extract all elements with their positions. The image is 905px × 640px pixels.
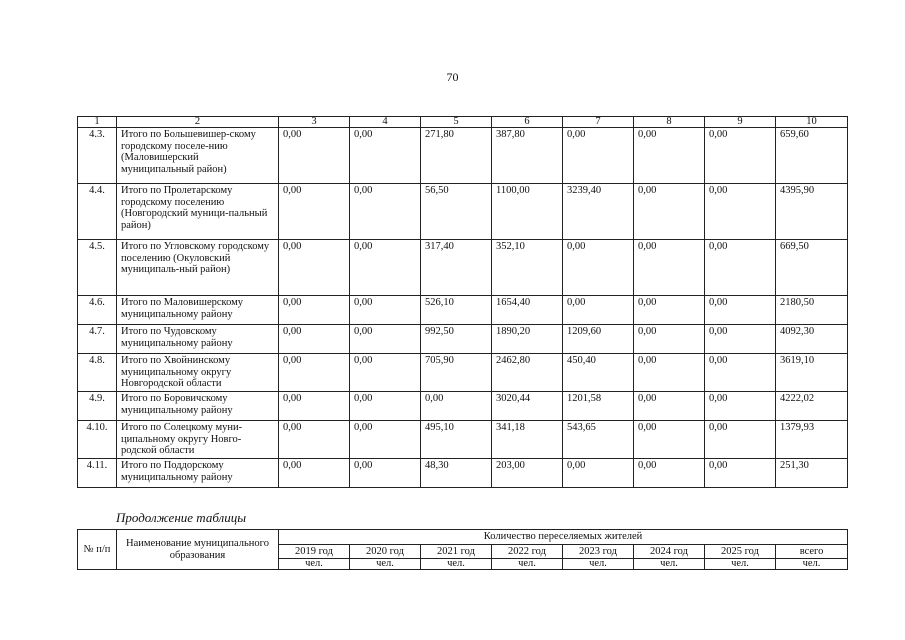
value-cell: 0,00	[279, 184, 350, 240]
value-cell: 3619,10	[776, 354, 848, 392]
value-cell: 251,30	[776, 459, 848, 488]
value-cell: 0,00	[563, 296, 634, 325]
table-row	[78, 392, 848, 421]
value-cell: 0,00	[634, 421, 705, 459]
value-cell: 1209,60	[563, 325, 634, 354]
value-cell: 526,10	[421, 296, 492, 325]
row-number: 4.7.	[78, 325, 117, 354]
value-cell: 0,00	[350, 128, 421, 184]
municipality-name: Итого по Большевишер-скому городскому поселе-нию (Маловишерский муниципальный район)	[117, 128, 279, 184]
column-number: 7	[563, 117, 634, 128]
value-cell: 0,00	[279, 392, 350, 421]
value-cell: 4395,90	[776, 184, 848, 240]
value-cell: 0,00	[350, 459, 421, 488]
value-cell: 2462,80	[492, 354, 563, 392]
value-cell: 0,00	[705, 184, 776, 240]
value-cell: 0,00	[634, 392, 705, 421]
municipality-name: Итого по Пролетарскому городскому поселению (Новгородский муници-пальный район)	[117, 184, 279, 240]
column-number-row	[78, 117, 848, 128]
unit-label: чел.	[421, 559, 492, 570]
row-number: 4.4.	[78, 184, 117, 240]
num-header: № п/п	[78, 530, 117, 570]
value-cell: 0,00	[350, 184, 421, 240]
year-header: 2021 год	[421, 544, 492, 559]
value-cell: 317,40	[421, 240, 492, 296]
value-cell: 3020,44	[492, 392, 563, 421]
value-cell: 669,50	[776, 240, 848, 296]
row-number: 4.11.	[78, 459, 117, 488]
value-cell: 0,00	[563, 459, 634, 488]
municipality-name: Итого по Чудовскому муниципальному району	[117, 325, 279, 354]
value-cell: 0,00	[634, 296, 705, 325]
value-cell: 1201,58	[563, 392, 634, 421]
value-cell: 0,00	[350, 240, 421, 296]
value-cell: 450,40	[563, 354, 634, 392]
year-header: 2020 год	[350, 544, 421, 559]
year-header: 2025 год	[705, 544, 776, 559]
value-cell: 1379,93	[776, 421, 848, 459]
column-number: 2	[117, 117, 279, 128]
value-cell: 0,00	[634, 184, 705, 240]
row-number: 4.10.	[78, 421, 117, 459]
value-cell: 387,80	[492, 128, 563, 184]
value-cell: 48,30	[421, 459, 492, 488]
table-row	[78, 128, 848, 184]
value-cell: 0,00	[279, 459, 350, 488]
value-cell: 0,00	[705, 128, 776, 184]
value-cell: 56,50	[421, 184, 492, 240]
column-number: 4	[350, 117, 421, 128]
municipality-name: Итого по Солецкому муни-ципальному округу Новго-родской области	[117, 421, 279, 459]
table-row	[78, 459, 848, 488]
value-cell: 0,00	[350, 325, 421, 354]
value-cell: 0,00	[705, 421, 776, 459]
column-number: 5	[421, 117, 492, 128]
value-cell: 0,00	[705, 354, 776, 392]
unit-label: чел.	[705, 559, 776, 570]
table-row	[78, 296, 848, 325]
value-cell: 0,00	[634, 325, 705, 354]
resettlement-table	[77, 116, 848, 488]
value-cell: 705,90	[421, 354, 492, 392]
value-cell: 0,00	[350, 421, 421, 459]
value-cell: 0,00	[421, 392, 492, 421]
unit-label: чел.	[350, 559, 421, 570]
table-row	[78, 325, 848, 354]
value-cell: 0,00	[705, 392, 776, 421]
value-cell: 0,00	[634, 128, 705, 184]
value-cell: 0,00	[279, 325, 350, 354]
value-cell: 0,00	[634, 354, 705, 392]
continuation-header-table	[77, 529, 848, 570]
value-cell: 4092,30	[776, 325, 848, 354]
municipality-name: Итого по Поддорскому муниципальному району	[117, 459, 279, 488]
value-cell: 0,00	[634, 240, 705, 296]
value-cell: 1890,20	[492, 325, 563, 354]
value-cell: 0,00	[634, 459, 705, 488]
value-cell: 0,00	[563, 240, 634, 296]
column-number: 6	[492, 117, 563, 128]
value-cell: 4222,02	[776, 392, 848, 421]
value-cell: 0,00	[279, 128, 350, 184]
value-cell: 0,00	[705, 240, 776, 296]
name-header: Наименование муниципального образования	[117, 530, 279, 570]
municipality-name: Итого по Боровичскому муниципальному району	[117, 392, 279, 421]
value-cell: 0,00	[705, 325, 776, 354]
unit-label: чел.	[563, 559, 634, 570]
value-cell: 0,00	[279, 240, 350, 296]
year-header: 2022 год	[492, 544, 563, 559]
table-row	[78, 354, 848, 392]
value-cell: 0,00	[279, 421, 350, 459]
table-row	[78, 240, 848, 296]
row-number: 4.8.	[78, 354, 117, 392]
year-header: 2023 год	[563, 544, 634, 559]
table-row	[78, 421, 848, 459]
value-cell: 0,00	[350, 354, 421, 392]
row-number: 4.9.	[78, 392, 117, 421]
table-row	[78, 184, 848, 240]
value-cell: 495,10	[421, 421, 492, 459]
value-cell: 2180,50	[776, 296, 848, 325]
unit-label: чел.	[279, 559, 350, 570]
value-cell: 0,00	[705, 459, 776, 488]
value-cell: 271,80	[421, 128, 492, 184]
column-number: 3	[279, 117, 350, 128]
year-header: 2019 год	[279, 544, 350, 559]
group-header: Количество переселяемых жителей	[279, 530, 848, 545]
value-cell: 3239,40	[563, 184, 634, 240]
year-header: 2024 год	[634, 544, 705, 559]
value-cell: 0,00	[705, 296, 776, 325]
column-number: 1	[78, 117, 117, 128]
unit-label: чел.	[634, 559, 705, 570]
unit-label: чел.	[776, 559, 848, 570]
column-number: 8	[634, 117, 705, 128]
value-cell: 543,65	[563, 421, 634, 459]
unit-label: чел.	[492, 559, 563, 570]
value-cell: 203,00	[492, 459, 563, 488]
value-cell: 0,00	[350, 296, 421, 325]
page-number: 70	[446, 70, 459, 84]
value-cell: 0,00	[350, 392, 421, 421]
value-cell: 659,60	[776, 128, 848, 184]
row-number: 4.3.	[78, 128, 117, 184]
value-cell: 0,00	[563, 128, 634, 184]
value-cell: 992,50	[421, 325, 492, 354]
value-cell: 352,10	[492, 240, 563, 296]
municipality-name: Итого по Хвойнинскому муниципальному округу Новгородской области	[117, 354, 279, 392]
value-cell: 1654,40	[492, 296, 563, 325]
column-number: 10	[776, 117, 848, 128]
table-continuation-caption: Продолжение таблицы	[116, 510, 247, 525]
row-number: 4.6.	[78, 296, 117, 325]
value-cell: 0,00	[279, 354, 350, 392]
total-header: всего	[776, 544, 848, 559]
value-cell: 1100,00	[492, 184, 563, 240]
municipality-name: Итого по Маловишерскому муниципальному району	[117, 296, 279, 325]
municipality-name: Итого по Угловскому городскому поселению (Окуловский муниципаль-ный район)	[117, 240, 279, 296]
row-number: 4.5.	[78, 240, 117, 296]
column-number: 9	[705, 117, 776, 128]
value-cell: 0,00	[279, 296, 350, 325]
value-cell: 341,18	[492, 421, 563, 459]
